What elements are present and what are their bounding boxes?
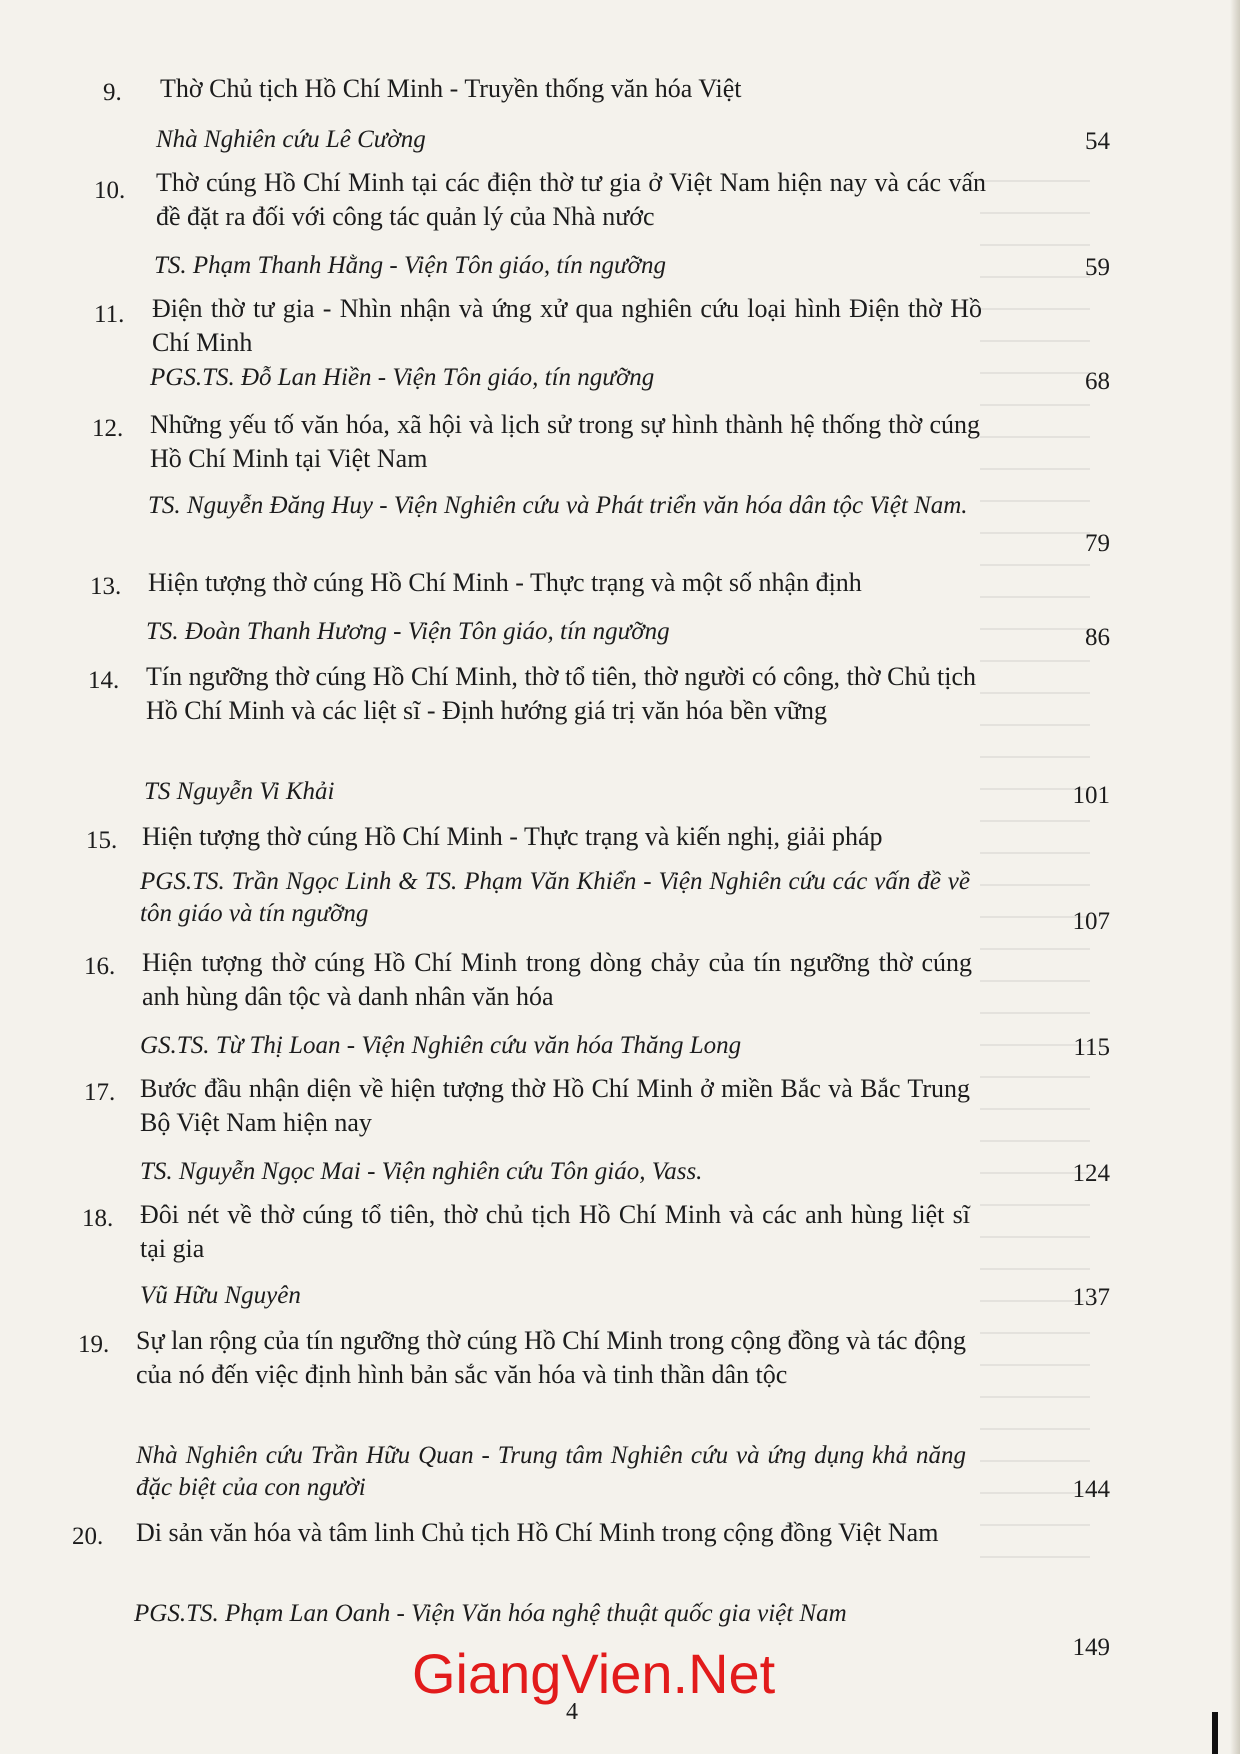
entry-number: 17. <box>84 1079 116 1106</box>
entry-number: 18. <box>82 1205 114 1232</box>
entry-number: 16. <box>84 953 116 980</box>
entry-author: TS. Phạm Thanh Hằng - Viện Tôn giáo, tín ngưỡng <box>154 252 666 279</box>
entry-page: 79 <box>1085 530 1110 557</box>
page-number: 4 <box>566 1699 578 1725</box>
entry-number: 12. <box>92 415 124 442</box>
entry-number: 14. <box>88 667 120 694</box>
entry-number: 20. <box>72 1523 104 1550</box>
entry-author: TS. Nguyễn Ngọc Mai - Viện nghiên cứu Tôn giáo, Vass. <box>140 1158 703 1185</box>
entry-number: 19. <box>78 1331 110 1358</box>
entry-title: Bước đầu nhận diện về hiện tượng thờ Hồ Chí Minh ở miền Bắc và Bắc Trung Bộ Việt Nam hiện nay <box>140 1074 970 1137</box>
entry-title: Những yếu tố văn hóa, xã hội và lịch sử trong sự hình thành hệ thống thờ cúng Hồ Chí Minh tại Việt Nam <box>150 410 980 473</box>
entry-author: Nhà Nghiên cứu Lê Cường <box>156 126 426 153</box>
entry-title: Thờ Chủ tịch Hồ Chí Minh - Truyền thống văn hóa Việt <box>160 74 742 103</box>
entry-number: 10. <box>94 177 126 204</box>
entry-author: GS.TS. Từ Thị Loan - Viện Nghiên cứu văn hóa Thăng Long <box>140 1032 742 1059</box>
entry-author: TS. Đoàn Thanh Hương - Viện Tôn giáo, tín ngưỡng <box>146 618 670 645</box>
entry-page: 115 <box>1073 1034 1110 1061</box>
entry-author: TS Nguyễn Vi Khải <box>144 778 335 805</box>
entry-author: PGS.TS. Phạm Lan Oanh - Viện Văn hóa nghệ thuật quốc gia việt Nam <box>134 1600 847 1627</box>
entry-title: Sự lan rộng của tín ngưỡng thờ cúng Hồ Chí Minh trong cộng đồng và tác động của nó đến việc định hình bản sắc văn hóa và tinh thần dân tộc <box>136 1326 966 1389</box>
entry-number: 11. <box>94 301 125 328</box>
entry-title: Tín ngưỡng thờ cúng Hồ Chí Minh, thờ tổ tiên, thờ người có công, thờ Chủ tịch Hồ Chí Minh và các liệt sĩ - Định hướng giá trị văn hóa bền vững <box>146 662 976 725</box>
entry-page: 68 <box>1085 368 1110 395</box>
entry-author: PGS.TS. Trần Ngọc Linh & TS. Phạm Văn Khiển - Viện Nghiên cứu các vấn đề về tôn giáo và tín ngưỡng <box>140 868 970 927</box>
site-watermark: GiangVien.Net <box>412 1642 776 1705</box>
entry-page: 54 <box>1085 128 1110 155</box>
entry-title: Hiện tượng thờ cúng Hồ Chí Minh trong dòng chảy của tín ngưỡng thờ cúng anh hùng dân tộc và danh nhân văn hóa <box>142 948 972 1011</box>
entry-number: 15. <box>86 827 118 854</box>
entry-title: Đôi nét về thờ cúng tổ tiên, thờ chủ tịch Hồ Chí Minh và các anh hùng liệt sĩ tại gia <box>140 1200 970 1263</box>
entry-title: Hiện tượng thờ cúng Hồ Chí Minh - Thực trạng và kiến nghị, giải pháp <box>142 822 883 851</box>
entry-page: 149 <box>1072 1634 1110 1661</box>
entry-author: Nhà Nghiên cứu Trần Hữu Quan - Trung tâm Nghiên cứu và ứng dụng khả năng đặc biệt của con người <box>136 1442 966 1501</box>
entry-title: Di sản văn hóa và tâm linh Chủ tịch Hồ Chí Minh trong cộng đồng Việt Nam <box>136 1518 939 1547</box>
entry-title: Điện thờ tư gia - Nhìn nhận và ứng xử qua nghiên cứu loại hình Điện thờ Hồ Chí Minh <box>152 294 982 357</box>
entry-author: TS. Nguyễn Đăng Huy - Viện Nghiên cứu và Phát triển văn hóa dân tộc Việt Nam. <box>148 492 968 519</box>
entry-page: 107 <box>1072 908 1110 935</box>
entry-title: Thờ cúng Hồ Chí Minh tại các điện thờ tư gia ở Việt Nam hiện nay và các vấn đề đặt ra đối với công tác quản lý của Nhà nước <box>156 168 986 231</box>
entry-page: 124 <box>1072 1160 1110 1187</box>
scan-edge-mark <box>1212 1712 1218 1754</box>
entry-author: Vũ Hữu Nguyên <box>140 1282 301 1309</box>
entry-page: 86 <box>1085 624 1110 651</box>
entry-page: 137 <box>1072 1284 1110 1311</box>
page-edge-shadow <box>1230 0 1240 1754</box>
entry-title: Hiện tượng thờ cúng Hồ Chí Minh - Thực trạng và một số nhận định <box>148 568 862 597</box>
entry-page: 59 <box>1085 254 1110 281</box>
entry-page: 101 <box>1072 782 1110 809</box>
entry-number: 9. <box>103 79 122 106</box>
entry-page: 144 <box>1072 1476 1110 1503</box>
entry-author: PGS.TS. Đỗ Lan Hiền - Viện Tôn giáo, tín ngưỡng <box>150 364 655 391</box>
entry-number: 13. <box>90 573 122 600</box>
